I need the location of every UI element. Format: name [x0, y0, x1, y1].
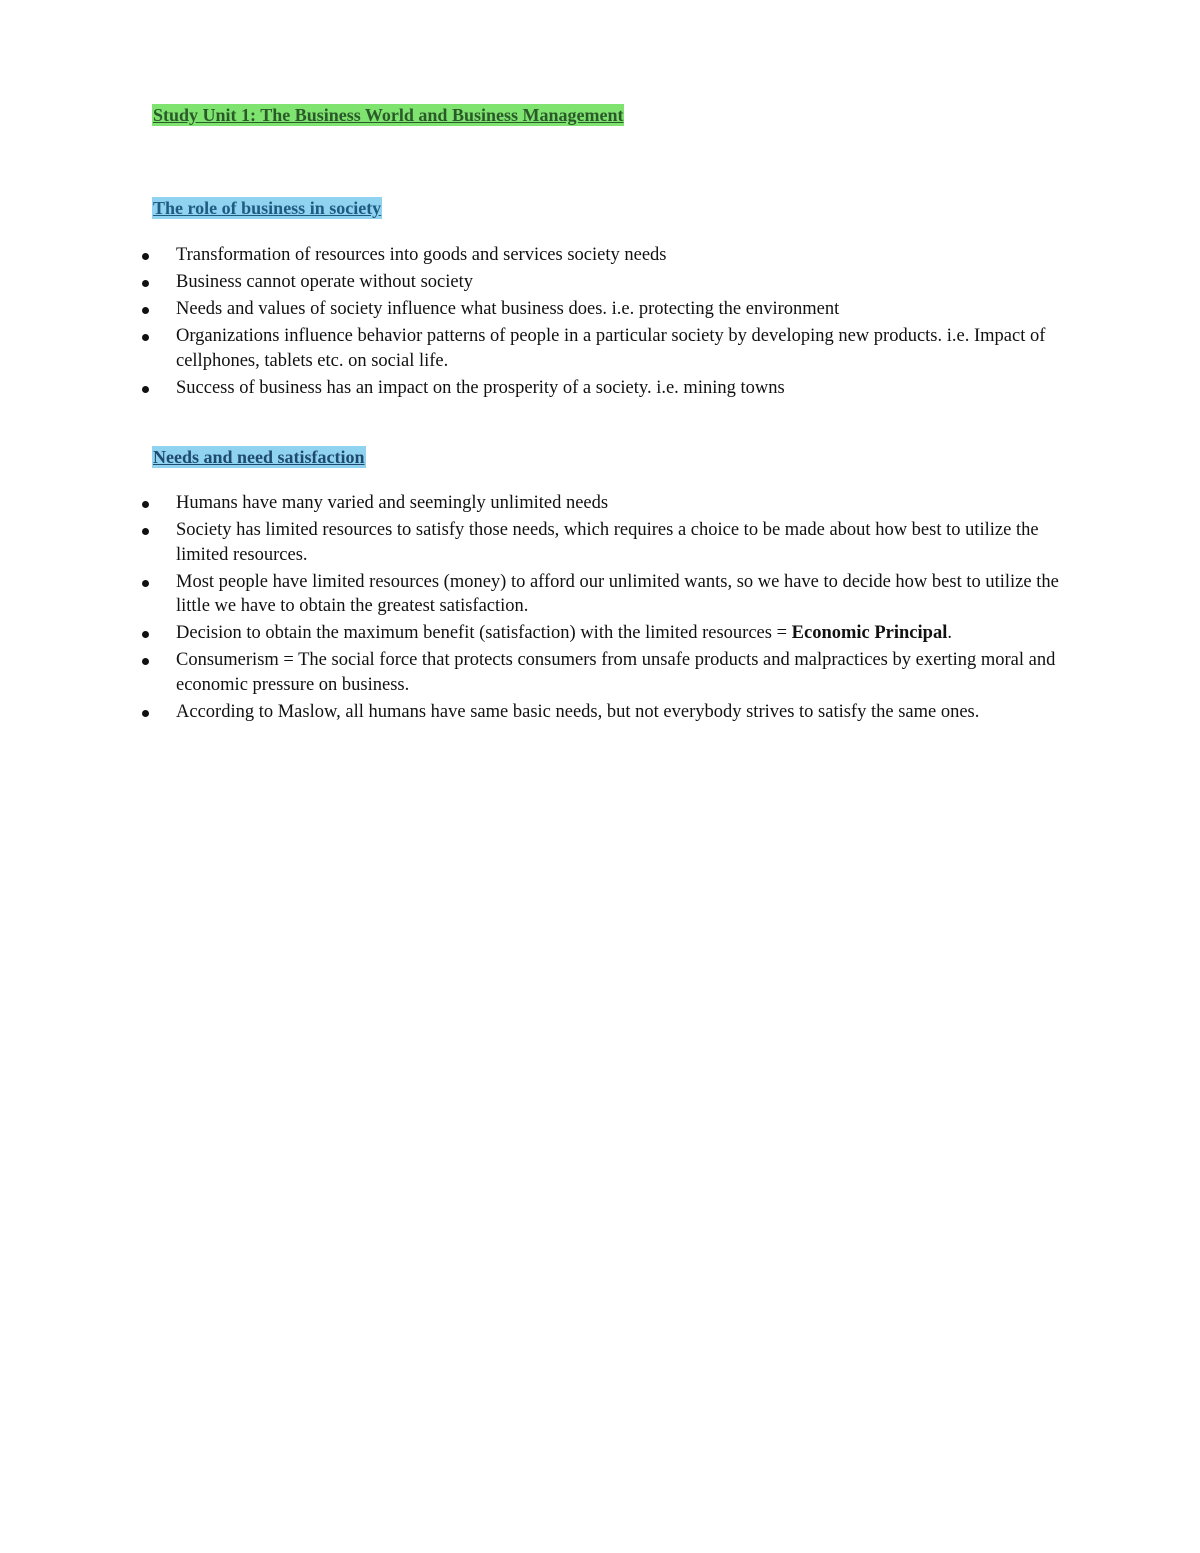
bullet-icon [142, 658, 149, 665]
bullet-list-needs-satisfaction [0, 491, 1200, 727]
bullet-icon [142, 501, 149, 508]
list-item [0, 297, 1200, 322]
list-item-text: Society has limited resources to satisfy those needs, which requires a choice to be made about how best to utilize the limited resources. [176, 520, 1039, 565]
bullet-icon [142, 710, 149, 717]
list-item-text-suffix: . [947, 623, 952, 643]
economic-principal-term: Economic Principal [791, 623, 948, 643]
bullet-icon [142, 386, 149, 393]
bullet-icon [142, 334, 149, 341]
list-item-text: Consumerism = The social force that protects consumers from unsafe products and malpractices by exerting moral and economic pressure on business. [176, 650, 1056, 695]
list-item [0, 324, 1200, 373]
list-item-text: Most people have limited resources (money) to afford our unlimited wants, so we have to decide how best to utilize the little we have to obtain the greatest satisfaction. [176, 571, 1059, 616]
list-item [0, 270, 1200, 295]
document-title: Study Unit 1: The Business World and Business Management [153, 105, 624, 125]
list-item [0, 243, 1200, 268]
list-item [0, 700, 1200, 725]
list-item-text: Needs and values of society influence what business does. i.e. protecting the environment [176, 299, 840, 319]
list-item-text: Success of business has an impact on the prosperity of a society. i.e. mining towns [176, 377, 785, 398]
bullet-icon [142, 631, 149, 638]
bullet-icon [142, 580, 149, 587]
section-heading-role-of-business: The role of business in society [153, 198, 382, 218]
list-item [0, 491, 1200, 516]
list-item [0, 621, 1200, 646]
list-item [0, 648, 1200, 697]
bullet-icon [142, 280, 149, 287]
list-item-text: According to Maslow, all humans have same basic needs, but not everybody strives to satisfy the same ones. [176, 701, 980, 722]
list-item-text: Transformation of resources into goods and services society needs [176, 245, 667, 265]
list-item-text-prefix: Decision to obtain the maximum benefit (satisfaction) with the limited resources = [176, 623, 792, 643]
bullet-icon [142, 253, 149, 260]
bullet-icon [142, 528, 149, 535]
list-item-text: Business cannot operate without society [176, 272, 473, 292]
list-item-text: Humans have many varied and seemingly unlimited needs [176, 493, 609, 513]
section-heading-needs-satisfaction: Needs and need satisfaction [153, 447, 365, 467]
bullet-list-role-of-business [0, 243, 1200, 403]
list-item [0, 570, 1200, 619]
list-item [0, 518, 1200, 567]
list-item-text: Organizations influence behavior patterns of people in a particular society by developing new products. i.e. Impact of cellphones, tablets etc. on social life. [176, 326, 1046, 371]
bullet-icon [142, 307, 149, 314]
list-item [0, 376, 1200, 401]
